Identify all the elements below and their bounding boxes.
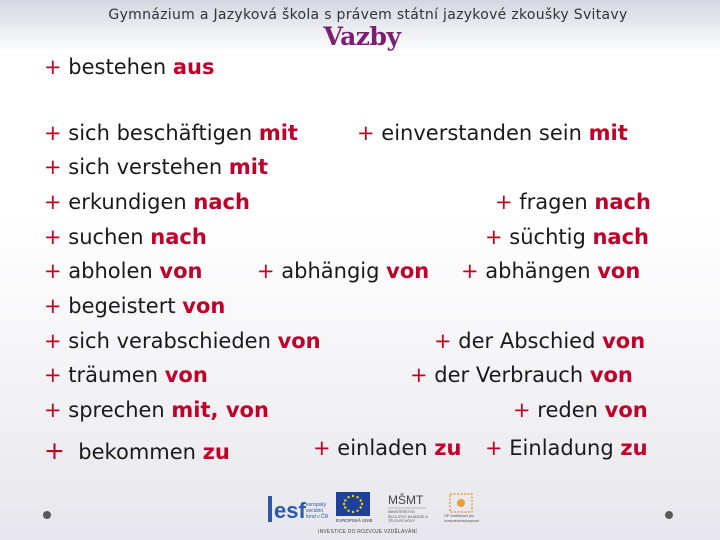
phrase-text: bestehen (61, 55, 173, 79)
phrase (44, 294, 225, 318)
line-suchen (0, 225, 720, 259)
phrase-text: süchtig (502, 225, 593, 249)
phrase (485, 225, 649, 249)
plus-bullet: + (44, 225, 62, 249)
phrase-text: sich beschäftigen (61, 121, 259, 145)
phrase-text: sprechen (61, 398, 172, 422)
corner-dot-left (43, 511, 51, 519)
preposition: mit (228, 155, 269, 179)
plus-bullet: + (44, 121, 62, 145)
preposition: aus (172, 55, 215, 79)
plus-bullet: + (44, 436, 65, 465)
phrase (44, 190, 250, 214)
eu-caption: EVROPSKÁ UNIE (336, 518, 373, 523)
phrase (357, 121, 628, 145)
phrase-text: sich verstehen (61, 155, 229, 179)
plus-bullet: + (495, 190, 513, 214)
line-begeistert (0, 294, 720, 328)
preposition: zu (434, 436, 462, 460)
plus-bullet: + (44, 294, 62, 318)
phrase (44, 436, 230, 465)
line-erkundigen (0, 190, 720, 224)
plus-bullet: + (44, 55, 62, 79)
plus-bullet: + (44, 363, 62, 387)
plus-bullet: + (44, 398, 62, 422)
plus-bullet: + (44, 259, 62, 283)
phrase-text: träumen (61, 363, 165, 387)
plus-bullet: + (485, 436, 503, 460)
phrase-text: suchen (61, 225, 151, 249)
esf-logo-text: esf (274, 498, 306, 523)
plus-bullet: + (513, 398, 531, 422)
footer-caption: INVESTICE DO ROZVOJE VZDĚLÁVÁNÍ (318, 529, 417, 535)
phrase (485, 436, 648, 460)
line-traeumen (0, 363, 720, 397)
phrase (44, 155, 268, 179)
line-beschaeftigen (0, 121, 720, 155)
phrase-text: der Abschied (451, 329, 603, 353)
plus-bullet: + (44, 155, 62, 179)
msmt-logo-text: MŠMT (388, 493, 424, 507)
phrase (257, 259, 429, 283)
preposition: von (159, 259, 203, 283)
phrase (44, 398, 269, 422)
preposition: von (602, 329, 646, 353)
preposition: nach (150, 225, 207, 249)
preposition: von (182, 294, 226, 318)
plus-bullet: + (485, 225, 503, 249)
phrase (44, 363, 208, 387)
preposition: mit (588, 121, 628, 145)
preposition: von (277, 329, 321, 353)
line-bekommen (0, 436, 720, 470)
line-verabschieden (0, 329, 720, 363)
phrase (513, 398, 648, 422)
preposition: nach (592, 225, 649, 249)
plus-bullet: + (410, 363, 428, 387)
phrase-text: Einladung (502, 436, 621, 460)
phrase-text: der Verbrauch (427, 363, 590, 387)
phrase-text: einladen (330, 436, 435, 460)
phrase-text: einverstanden sein (374, 121, 589, 145)
preposition: zu (620, 436, 648, 460)
preposition: mit (258, 121, 298, 145)
plus-bullet: + (313, 436, 331, 460)
plus-bullet: + (461, 259, 479, 283)
op-caption: OP Vzdělávání pro konkurenceschopnost (444, 514, 479, 523)
phrase-text: reden (530, 398, 605, 422)
corner-dot-right (665, 511, 673, 519)
phrase (410, 363, 633, 387)
phrase-text: fragen (512, 190, 595, 214)
school-name: Gymnázium a Jazyková škola s právem státní jazykové zkoušky Svitavy (108, 7, 628, 23)
phrase-text: bekommen (64, 440, 203, 464)
preposition: zu (202, 440, 230, 464)
phrase (44, 225, 207, 249)
line-verstehen (0, 155, 720, 189)
phrase (44, 55, 214, 79)
phrase (495, 190, 651, 214)
phrase-text: begeistert (61, 294, 183, 318)
logo-strip (266, 488, 484, 536)
phrase-text: erkundigen (61, 190, 194, 214)
phrase (44, 329, 321, 353)
line-sprechen (0, 398, 720, 432)
phrase (44, 259, 202, 283)
phrase-text: abhängig (274, 259, 387, 283)
plus-bullet: + (357, 121, 375, 145)
preposition: mit, von (171, 398, 269, 422)
phrase (434, 329, 645, 353)
line-abholen (0, 259, 720, 293)
plus-bullet: + (44, 190, 62, 214)
preposition: nach (193, 190, 250, 214)
phrase (44, 121, 298, 145)
plus-bullet: + (44, 329, 62, 353)
eu-flag-icon (336, 492, 370, 516)
plus-bullet: + (434, 329, 452, 353)
plus-bullet: + (257, 259, 275, 283)
phrase-text: abholen (61, 259, 160, 283)
page-title: Vazby (323, 22, 401, 51)
preposition: von (589, 363, 633, 387)
preposition: von (597, 259, 641, 283)
phrase-text: abhängen (478, 259, 598, 283)
line-bestehen (0, 55, 720, 89)
phrase (313, 436, 461, 460)
esf-caption: evropský sociální fond v ČR (306, 502, 329, 520)
preposition: von (604, 398, 648, 422)
preposition: von (386, 259, 430, 283)
msmt-caption: MINISTERSTVO ŠKOLSTVÍ, MLÁDEŽE A TĚLOVÝCHOVY (388, 510, 428, 523)
phrase-text: sich verabschieden (61, 329, 278, 353)
phrase (461, 259, 640, 283)
preposition: nach (594, 190, 651, 214)
preposition: von (164, 363, 208, 387)
